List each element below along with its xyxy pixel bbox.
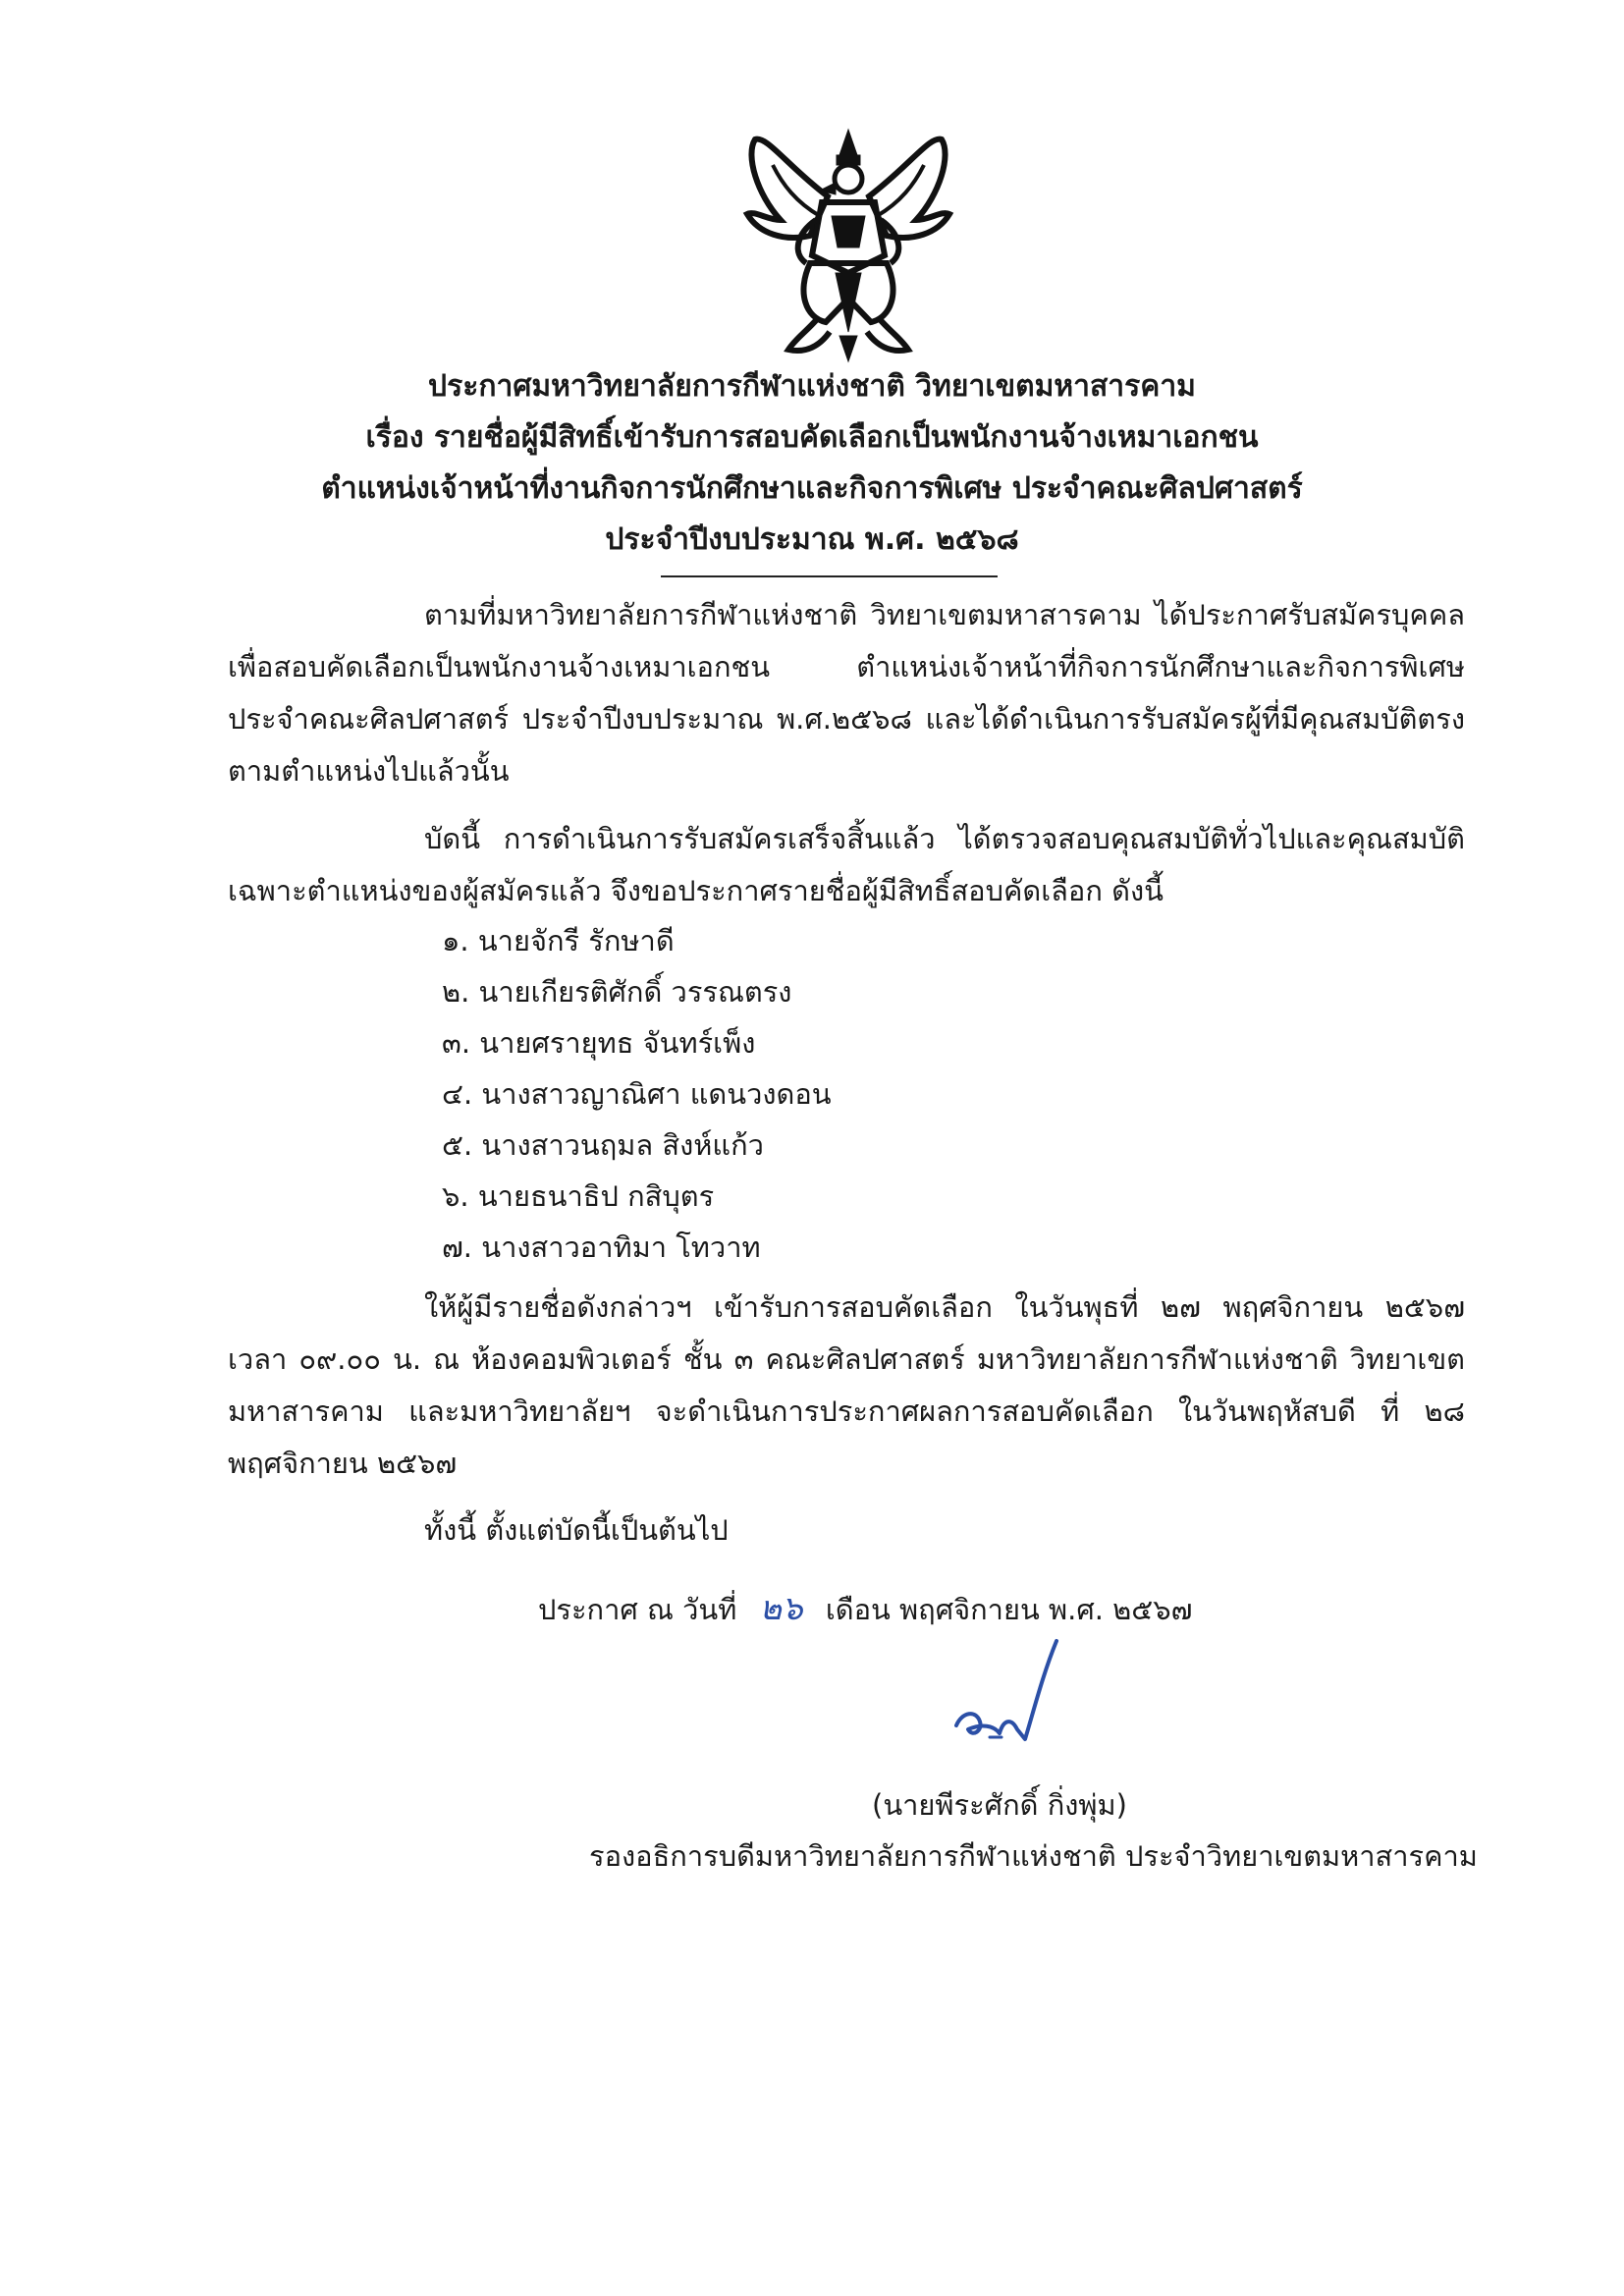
paragraph-status: บัดนี้ การดำเนินการรับสมัครเสร็จสิ้นแล้ว ได้ตรวจสอบคุณสมบัติทั่วไปและคุณสมบัติเฉพาะตำแหน่งของผู้สมัครแล้ว จึงขอประกาศรายชื่อผู้มีสิทธิ์สอบคัดเลือก ดังนี้ bbox=[228, 822, 1465, 907]
list-item: ๕. นางสาวนฤมล สิงห์แก้ว bbox=[442, 1128, 764, 1162]
heading-line-1: ประกาศมหาวิทยาลัยการกีฬาแห่งชาติ วิทยาเขตมหาสารคาม bbox=[428, 369, 1196, 404]
list-item: ๖. นายธนาธิป กสิบุตร bbox=[442, 1179, 715, 1213]
announce-prefix: ประกาศ ณ วันที่ bbox=[538, 1593, 737, 1626]
list-item: ๓. นายศรายุทธ จันทร์เพ็ง bbox=[442, 1026, 756, 1060]
heading-line-4: ประจำปีงบประมาณ พ.ศ. ๒๕๖๘ bbox=[605, 522, 1019, 557]
heading-line-2: เรื่อง รายชื่อผู้มีสิทธิ์เข้ารับการสอบคัดเลือกเป็นพนักงานจ้างเหมาเอกชน bbox=[365, 420, 1259, 455]
list-item: ๒. นายเกียรติศักดิ์ วรรณตรง bbox=[442, 975, 792, 1009]
list-item: ๗. นางสาวอาทิมา โทวาท bbox=[442, 1230, 761, 1264]
heading-line-3: ตำแหน่งเจ้าหน้าที่งานกิจการนักศึกษาและกิจการพิเศษ ประจำคณะศิลปศาสตร์ bbox=[321, 471, 1303, 506]
announce-day: ๒๖ bbox=[759, 1589, 803, 1628]
heading-divider bbox=[661, 575, 998, 577]
announce-date bbox=[538, 1589, 1192, 1629]
paragraph-exam-schedule: ให้ผู้มีรายชื่อดังกล่าวฯ เข้ารับการสอบคัดเลือก ในวันพุธที่ ๒๗ พฤศจิกายน ๒๕๖๗ เวลา ๐๙.๐๐ น. ณ ห้องคอมพิวเตอร์ ชั้น ๓ คณะศิลปศาสตร์ มหาวิทยาลัยการกีฬาแห่งชาติ วิทยาเขตมหาสารคาม และมหาวิทยาลัยฯ จะดำเนินการประกาศผลการสอบคัดเลือก ในวันพฤหัสบดี ที่ ๒๘ พฤศจิกายน ๒๕๖๗ bbox=[228, 1290, 1465, 1480]
announce-suffix: เดือน พฤศจิกายน พ.ศ. ๒๕๖๗ bbox=[825, 1593, 1193, 1626]
list-item: ๔. นางสาวญาณิศา แดนวงดอน bbox=[442, 1077, 832, 1111]
signatory-name: (นายพีระศักดิ์ กิ่งพุ่ม) bbox=[872, 1788, 1127, 1822]
garuda-emblem-icon bbox=[737, 126, 959, 363]
signatory-title: รองอธิการบดีมหาวิทยาลัยการกีฬาแห่งชาติ ประจำวิทยาเขตมหาสารคาม bbox=[589, 1839, 1478, 1873]
paragraph-intro: ตามที่มหาวิทยาลัยการกีฬาแห่งชาติ วิทยาเขตมหาสารคาม ได้ประกาศรับสมัครบุคคลเพื่อสอบคัดเลือกเป็นพนักงานจ้างเหมาเอกชน ตำแหน่งเจ้าหน้าที่กิจการนักศึกษาและกิจการพิเศษ ประจำคณะศิลปศาสตร์ ประจำปีงบประมาณ พ.ศ.๒๕๖๘ และได้ดำเนินการรับสมัครผู้ที่มีคุณสมบัติตรงตามตำแหน่งไปแล้วนั้น bbox=[228, 598, 1465, 788]
list-item: ๑. นายจักรี รักษาดี bbox=[442, 924, 675, 957]
paragraph-effective: ทั้งนี้ ตั้งแต่บัดนี้เป็นต้นไป bbox=[424, 1513, 729, 1547]
signature-mark bbox=[943, 1635, 1070, 1753]
